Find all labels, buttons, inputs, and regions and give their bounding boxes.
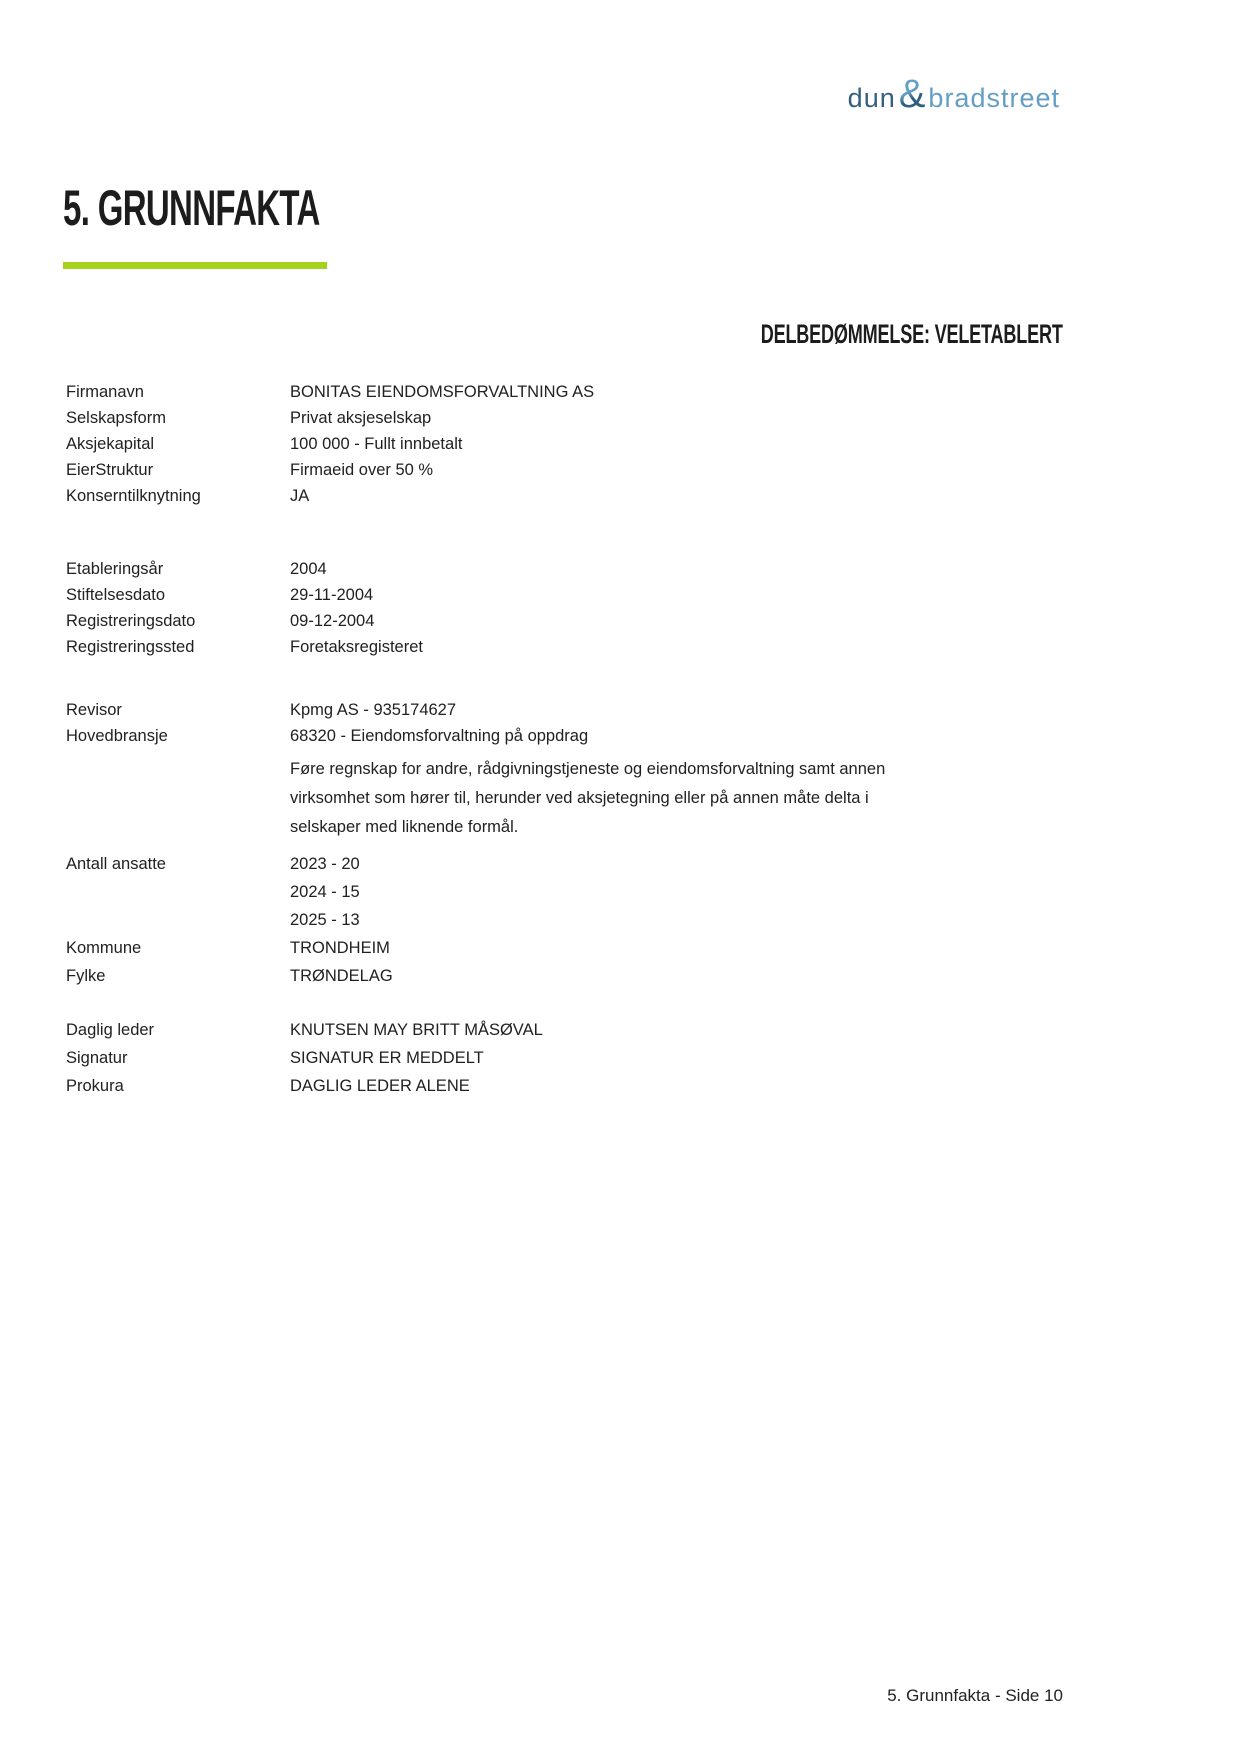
logo-word-bradstreet: bradstreet xyxy=(928,83,1060,113)
fact-row xyxy=(66,379,1076,405)
fact-row xyxy=(66,934,1076,962)
fact-value: 2004 xyxy=(290,560,327,578)
fact-row xyxy=(66,1044,1076,1072)
business-description xyxy=(290,755,1000,842)
accent-rule xyxy=(63,262,327,269)
employees-values xyxy=(290,850,1076,934)
fact-value: Privat aksjeselskap xyxy=(290,409,432,427)
employees-year-value: 2023 - 20 xyxy=(290,855,360,873)
fact-label: Revisor xyxy=(66,701,122,719)
business-description-line: virksomhet som hører til, herunder ved aksjetegning eller på annen måte delta i xyxy=(290,789,869,807)
fact-row xyxy=(66,405,1076,431)
employees-year-value: 2024 - 15 xyxy=(290,883,360,901)
fact-label: Antall ansatte xyxy=(66,855,166,873)
fact-value: Kpmg AS - 935174627 xyxy=(290,701,457,719)
fact-value: Foretaksregisteret xyxy=(290,638,423,656)
fact-label: Aksjekapital xyxy=(66,435,155,453)
fact-value: KNUTSEN MAY BRITT MÅSØVAL xyxy=(290,1021,543,1039)
facts-group-management xyxy=(66,1016,1076,1100)
fact-row xyxy=(66,556,1076,582)
employees-year-value: 2025 - 13 xyxy=(290,911,360,929)
business-description-line: Føre regnskap for andre, rådgivningstjeneste og eiendomsforvaltning samt annen xyxy=(290,760,886,778)
fact-row xyxy=(66,962,1076,990)
fact-row xyxy=(66,1072,1076,1100)
fact-label: Signatur xyxy=(66,1049,128,1067)
fact-row xyxy=(66,850,1076,934)
fact-label: Daglig leder xyxy=(66,1021,155,1039)
fact-value: SIGNATUR ER MEDDELT xyxy=(290,1049,484,1067)
logo-word-dun: dun xyxy=(847,83,896,113)
facts-group-registration xyxy=(66,556,1076,660)
fact-row xyxy=(66,431,1076,457)
fact-label: Fylke xyxy=(66,967,106,985)
fact-label: Registreringsdato xyxy=(66,612,196,630)
fact-value: 09-12-2004 xyxy=(290,612,375,630)
fact-label: Stiftelsesdato xyxy=(66,586,166,604)
facts-group-company xyxy=(66,379,1076,509)
fact-label: Registreringssted xyxy=(66,638,195,656)
fact-row xyxy=(66,483,1076,509)
fact-label: Kommune xyxy=(66,939,142,957)
fact-label: EierStruktur xyxy=(66,461,154,479)
fact-label: Selskapsform xyxy=(66,409,166,427)
fact-value: Firmaeid over 50 % xyxy=(290,461,434,479)
fact-value: 29-11-2004 xyxy=(290,586,374,604)
fact-label: Konserntilknytning xyxy=(66,487,201,505)
fact-row xyxy=(66,582,1076,608)
fact-value: 68320 - Eiendomsforvaltning på oppdrag xyxy=(290,727,589,745)
fact-value: BONITAS EIENDOMSFORVALTNING AS xyxy=(290,383,595,401)
fact-row xyxy=(66,723,1076,749)
page-footer-label: 5. Grunnfakta - Side 10 xyxy=(887,1686,1063,1705)
fact-row xyxy=(66,697,1076,723)
fact-value: DAGLIG LEDER ALENE xyxy=(290,1077,470,1095)
ampersand-icon: & xyxy=(898,72,927,116)
dun-bradstreet-logo xyxy=(848,74,1060,114)
fact-row xyxy=(66,634,1076,660)
fact-row xyxy=(66,457,1076,483)
facts-table xyxy=(66,379,1076,1100)
fact-value: TRØNDELAG xyxy=(290,967,393,985)
fact-label: Hovedbransje xyxy=(66,727,168,745)
facts-group-employees-location xyxy=(66,850,1076,990)
fact-label: Prokura xyxy=(66,1077,124,1095)
fact-label: Firmanavn xyxy=(66,383,144,401)
fact-value: JA xyxy=(290,487,310,505)
fact-label: Etableringsår xyxy=(66,560,164,578)
business-description-line: selskaper med liknende formål. xyxy=(290,818,519,836)
fact-value: 100 000 - Fullt innbetalt xyxy=(290,435,463,453)
facts-group-industry xyxy=(66,697,1076,842)
fact-row xyxy=(66,1016,1076,1044)
fact-row xyxy=(66,608,1076,634)
fact-value: TRONDHEIM xyxy=(290,939,390,957)
assessment-label: DELBEDØMMELSE: VELETABLERT xyxy=(761,319,1063,349)
section-title: 5. GRUNNFAKTA xyxy=(63,180,320,236)
